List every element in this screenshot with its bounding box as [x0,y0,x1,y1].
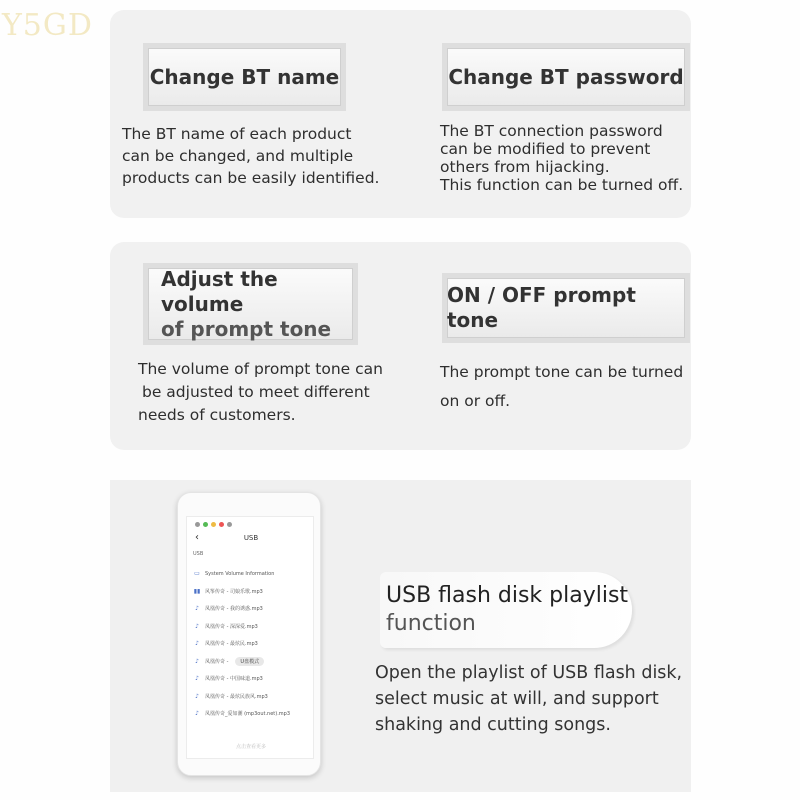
file-name: 凤凰传奇 - 深深爱.mp3 [205,623,258,630]
usb-title-line: function [386,611,476,636]
feature-desc-change-bt-password [440,122,683,194]
desc-line: needs of customers. [138,406,296,424]
feature-desc-on-off-prompt-tone [440,358,683,416]
list-item[interactable] [193,618,311,636]
desc-line: can be changed, and multiple [122,147,354,165]
feature-card-prompt-tone [110,242,691,450]
feature-title-change-bt-password [442,43,690,111]
feature-title-line: Adjust the volume [161,266,278,316]
feature-title-line: of prompt tone [161,316,332,341]
list-item[interactable] [193,600,311,618]
music-note-icon: ♪ [195,640,199,648]
feature-title-line: Change BT name [149,64,340,89]
list-item[interactable] [193,670,311,688]
desc-line: The prompt tone can be turned [440,363,684,381]
desc-line: The BT connection password [440,122,663,140]
file-name: 凤凰传奇 - 最炫民.mp3 [205,641,258,648]
feature-title-line: Change BT password [448,64,684,89]
usb-desc [375,660,682,738]
list-item[interactable] [193,635,311,653]
list-item[interactable] [193,705,311,723]
feature-title-adjust-volume [143,263,358,345]
music-note-icon: ♪ [195,605,199,613]
status-bar [195,519,305,529]
phone-nav-bar [187,531,315,545]
file-name: 凤凰传奇 - 最炫民族风.mp3 [205,693,268,700]
back-arrow-icon[interactable]: ‹ [195,532,199,543]
breadcrumb: USB [193,551,204,557]
mode-toast: U盘模式 [235,657,264,666]
folder-icon: ▭ [194,570,200,578]
load-more-link[interactable]: 点击查看更多 [235,744,266,750]
status-dot-icon [219,522,224,527]
feature-card-bt-settings [110,10,691,218]
feature-title-change-bt-name [143,43,346,111]
file-list [193,565,311,723]
music-note-icon: ♪ [195,622,199,630]
desc-line: be adjusted to meet different [142,383,370,401]
list-item[interactable] [193,583,311,601]
phone-nav-title: USB [243,534,259,542]
desc-line: Open the playlist of USB flash disk, [375,663,683,683]
feature-title-line: ON / OFF prompt tone [447,283,636,332]
music-note-icon: ♪ [195,710,199,718]
watermark: Y5GD [2,8,93,43]
desc-line: select music at will, and support [375,689,659,709]
desc-line: others from hijacking. [440,158,610,176]
status-dot-icon [195,522,200,527]
file-name: 凤凰传奇 - [205,658,229,665]
file-name: 凤凰传奇_爱如潮 (mp3out.net).mp3 [205,711,291,718]
playing-icon: ▮▮ [193,587,201,595]
status-dot-icon [211,522,216,527]
status-dot-icon [203,522,208,527]
desc-line: This function can be turned off. [440,176,684,194]
music-note-icon: ♪ [195,675,199,683]
feature-desc-change-bt-name [122,123,379,189]
desc-line: The volume of prompt tone can [138,360,383,378]
desc-line: can be modified to prevent [440,140,651,158]
desc-line: on or off. [440,392,511,410]
usb-title [386,582,628,638]
status-dot-icon [227,522,232,527]
feature-card-usb-playlist [110,480,691,792]
list-item[interactable] [193,653,311,671]
usb-title-line: USB flash disk playlist [386,583,629,608]
desc-line: The BT name of each product [122,125,352,143]
feature-title-on-off-prompt-tone [442,273,690,343]
list-item[interactable] [193,565,311,583]
file-name: 凤凰传奇 - 中国味道.mp3 [205,676,263,683]
desc-line: shaking and cutting songs. [375,715,611,735]
file-name: System Volume Information [205,570,275,577]
feature-desc-adjust-volume [138,358,383,427]
phone-mockup [177,492,321,776]
desc-line: products can be easily identified. [122,169,380,187]
phone-screen [186,516,314,759]
music-note-icon: ♪ [195,692,199,700]
music-note-icon: ♪ [195,657,199,665]
list-item[interactable] [193,688,311,706]
file-name: 凤凰传奇 - 我的诱惑.mp3 [205,606,263,613]
file-name: 风筝传奇 - 司娘乐歌.mp3 [205,588,263,595]
